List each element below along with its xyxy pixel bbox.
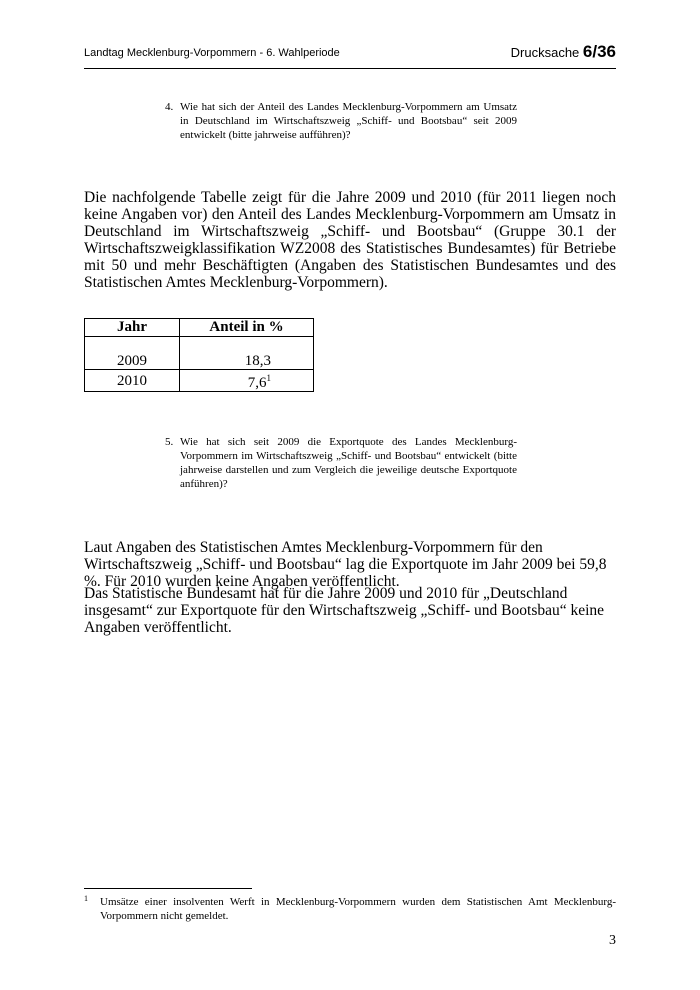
header-parliament-title: Landtag Mecklenburg-Vorpommern - 6. Wahlperiode [84, 47, 340, 59]
table-row [85, 353, 314, 370]
footnote-rule [84, 888, 252, 889]
question-5-number: 5. [165, 436, 174, 448]
table-header-year: Jahr [85, 319, 180, 337]
answer-4-paragraph: Die nachfolgende Tabelle zeigt für die Jahre 2009 und 2010 (für 2011 liegen noch keine Angaben vor) den Anteil des Landes Mecklenburg-Vorpommern am Umsatz in Deutschland im Wirtschaftszweig „Schiff- und Bootsbau“ (Gruppe 30.1 der Wirtschaftszweigklassifikation WZ2008 des Statistisches Bundesamtes) für Betriebe mit 50 und mehr Beschäftigten (Angaben des Statistischen Bundesamtes und des Statistischen Amtes Mecklenburg-Vorpommern). [84, 189, 616, 291]
header-document-number [511, 42, 616, 62]
footnote-mark: 1 [84, 894, 88, 903]
table-header-row [85, 319, 314, 337]
question-5-text: Wie hat sich seit 2009 die Exportquote des Landes Mecklenburg-Vorpommern im Wirtschaftszweig „Schiff- und Bootsbau“ entwickelt (bitte jahrweise darstellen und zum Vergleich die jeweilige deutsche Exportquote anführen)? [180, 436, 517, 490]
question-5 [165, 435, 517, 491]
page-number: 3 [609, 933, 616, 948]
table-cell-share: 18,3 [180, 353, 314, 370]
footnote-text: Umsätze einer insolventen Werft in Mecklenburg-Vorpommern wurden dem Statistischen Amt Mecklenburg-Vorpommern nicht gemeldet. [100, 896, 616, 922]
question-4-text: Wie hat sich der Anteil des Landes Mecklenburg-Vorpommern am Umsatz in Deutschland im Wirtschaftszweig „Schiff- und Bootsbau“ seit 2009 entwickelt (bitte jahrweise aufführen)? [180, 101, 517, 141]
table-cell-year: 2010 [85, 370, 180, 392]
header-doc-number: 6/36 [582, 42, 616, 61]
share-table [84, 318, 314, 392]
table-spacer-row [85, 337, 314, 354]
table-cell-share: $7,6^1$ [180, 370, 314, 392]
question-4-number: 4. [165, 101, 174, 113]
header-doc-label: Drucksache [510, 45, 580, 60]
table-row [85, 370, 314, 392]
answer-5-paragraph-1: Laut Angaben des Statistischen Amtes Mecklenburg-Vorpommern für den Wirtschaftszweig „Schiff- und Bootsbau“ lag die Exportquote im Jahr 2009 bei 59,8 %. Für 2010 wurden keine Angaben veröffentlicht. [84, 539, 607, 590]
answer-5-paragraph-2: Das Statistische Bundesamt hat für die Jahre 2009 und 2010 für „Deutschland insgesamt“ zur Exportquote für den Wirtschaftszweig „Schiff- und Bootsbau“ keine Angaben veröffentlicht. [84, 585, 605, 636]
table-header-share: Anteil in % [180, 319, 314, 337]
question-4 [165, 100, 517, 142]
footnote-reference: 1 [266, 373, 271, 383]
table-cell-year: 2009 [85, 353, 180, 370]
footnote [84, 895, 616, 923]
header-rule [84, 68, 616, 69]
